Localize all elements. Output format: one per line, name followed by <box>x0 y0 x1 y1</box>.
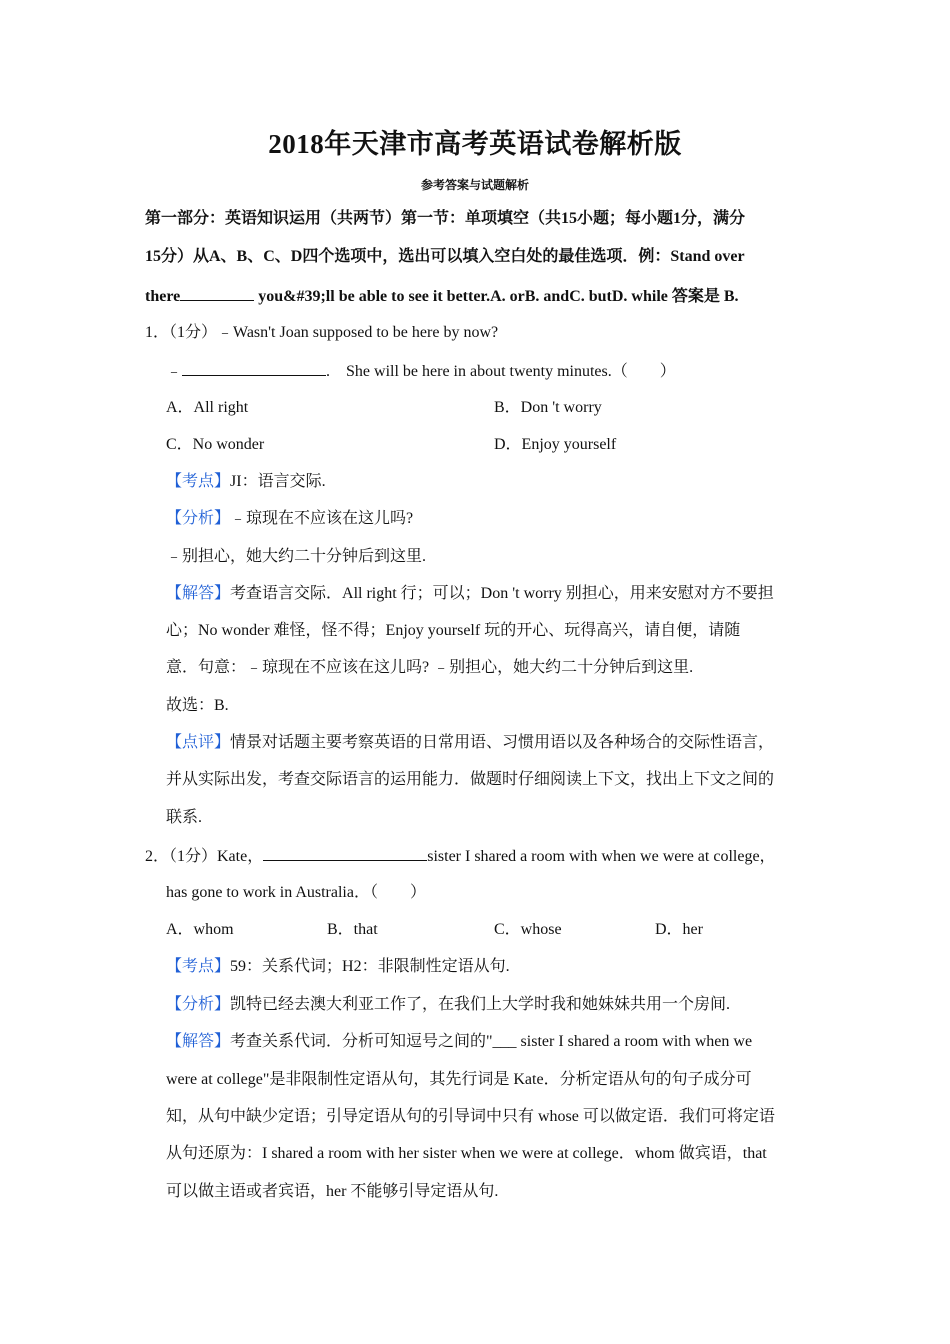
page-title: 2018年天津市高考英语试卷解析版 <box>268 129 682 159</box>
q2-fenxi-tag: 【分析】 <box>166 996 231 1013</box>
q2-jieda <box>166 1031 752 1053</box>
intro-line-1 <box>145 208 807 230</box>
q2-jieda-line-5: 可以做主语或者宾语，her 不能够引导定语从句. <box>166 1183 499 1200</box>
q1-option-a: A．All right <box>166 399 249 416</box>
q2-jieda-tag: 【解答】 <box>166 1033 231 1050</box>
example-blank <box>180 284 254 301</box>
q1-kaodian-tag: 【考点】 <box>166 473 231 490</box>
q1-dianping <box>166 732 774 754</box>
q1-dash: ﹣ <box>166 363 183 380</box>
intro-text-3a: there <box>145 288 181 305</box>
q2-stem-post: sister I shared a room with when we were at college， <box>427 848 776 865</box>
q1-jieda-line-3: 意．句意：﹣琼现在不应该在这儿吗? ﹣别担心，她大约二十分钟后到这里. <box>166 659 694 676</box>
q2-fenxi <box>166 994 730 1016</box>
q2-stem-pre: 2．（1分）Kate， <box>145 848 264 865</box>
q1-kaodian-text: JI：语言交际. <box>230 473 326 490</box>
intro-line-2: 15分）从A、B、C、D四个选项中，选出可以填入空白处的最佳选项．例：Stand over <box>145 248 745 265</box>
q1-dianping-text-1: 情景对话题主要考察英语的日常用语、习惯用语以及各种场合的交际性语言， <box>230 734 775 751</box>
q2-stem-line-1 <box>145 844 776 868</box>
q1-jieda-line-2: 心；No wonder 难怪，怪不得；Enjoy yourself 玩的开心、玩得高兴，请自便，请随 <box>166 622 741 639</box>
q2-jieda-text-1: 考查关系代词．分析可知逗号之间的"___ sister I shared a room with when we <box>230 1033 753 1050</box>
q1-dianping-line-2: 并从实际出发，考查交际语言的运用能力．做题时仔细阅读上下文，找出上下文之间的 <box>166 771 775 788</box>
q2-kaodian-text: 59：关系代词；H2：非限制性定语从句. <box>230 958 510 975</box>
q1-dianping-tag: 【点评】 <box>166 734 231 751</box>
q2-fenxi-text: 凯特已经去澳大利亚工作了，在我们上大学时我和她妹妹共用一个房间. <box>230 996 731 1013</box>
q1-kaodian <box>166 471 326 493</box>
intro-text-1: 第一部分：英语知识运用（共两节）第一节：单项填空（共15小题；每小题1分，满分 <box>145 210 746 227</box>
q1-answer: 故选：B. <box>166 697 229 714</box>
q2-kaodian <box>166 956 510 978</box>
q1-option-c: C．No wonder <box>166 436 265 453</box>
q1-dianping-line-3: 联系. <box>166 809 203 826</box>
page-subtitle: 参考答案与试题解析 <box>420 178 529 192</box>
q2-option-b: B．that <box>327 921 378 938</box>
q1-stem-rest: . She will be here in about twenty minutes.（ ） <box>326 363 676 380</box>
q2-kaodian-tag: 【考点】 <box>166 958 231 975</box>
q2-blank <box>263 844 427 861</box>
q2-option-a: A．whom <box>166 921 234 938</box>
q2-option-d: D．her <box>655 921 703 938</box>
q1-fenxi <box>166 508 413 530</box>
q1-stem-line-1: 1．（1分）﹣Wasn't Joan supposed to be here by now? <box>145 324 499 341</box>
q1-option-d: D．Enjoy yourself <box>494 436 617 453</box>
q2-stem-line-2: has gone to work in Australia．（ ） <box>166 884 426 901</box>
q2-jieda-line-2: were at college"是非限制性定语从句，其先行词是 Kate．分析定语从句的句子成分可 <box>166 1071 752 1088</box>
q1-jieda <box>166 583 774 605</box>
q2-jieda-line-3: 知，从句中缺少定语；引导定语从句的引导词中只有 whose 可以做定语．我们可将定语 <box>166 1108 775 1125</box>
q1-jieda-tag: 【解答】 <box>166 585 231 602</box>
q1-stem-line-2 <box>166 359 676 383</box>
intro-text-3b: you&#39;ll be able to see it better.A. orB. andC. butD. while 答案是 B. <box>258 288 739 305</box>
q1-fenxi-tag: 【分析】 <box>166 510 231 527</box>
q1-fenxi-text-1: ﹣琼现在不应该在这儿吗? <box>230 510 414 527</box>
q1-option-b: B．Don 't worry <box>494 399 602 416</box>
q2-jieda-line-4: 从句还原为：I shared a room with her sister when we were at college．whom 做宾语，that <box>166 1145 767 1162</box>
q1-blank <box>182 359 326 376</box>
q1-jieda-text-1: 考查语言交际．All right 行；可以；Don 't worry 别担心，用来安慰对方不要担 <box>230 585 774 602</box>
q1-fenxi-line-2: ﹣别担心，她大约二十分钟后到这里. <box>166 548 427 565</box>
q2-option-c: C．whose <box>494 921 562 938</box>
intro-line-3 <box>145 284 739 308</box>
